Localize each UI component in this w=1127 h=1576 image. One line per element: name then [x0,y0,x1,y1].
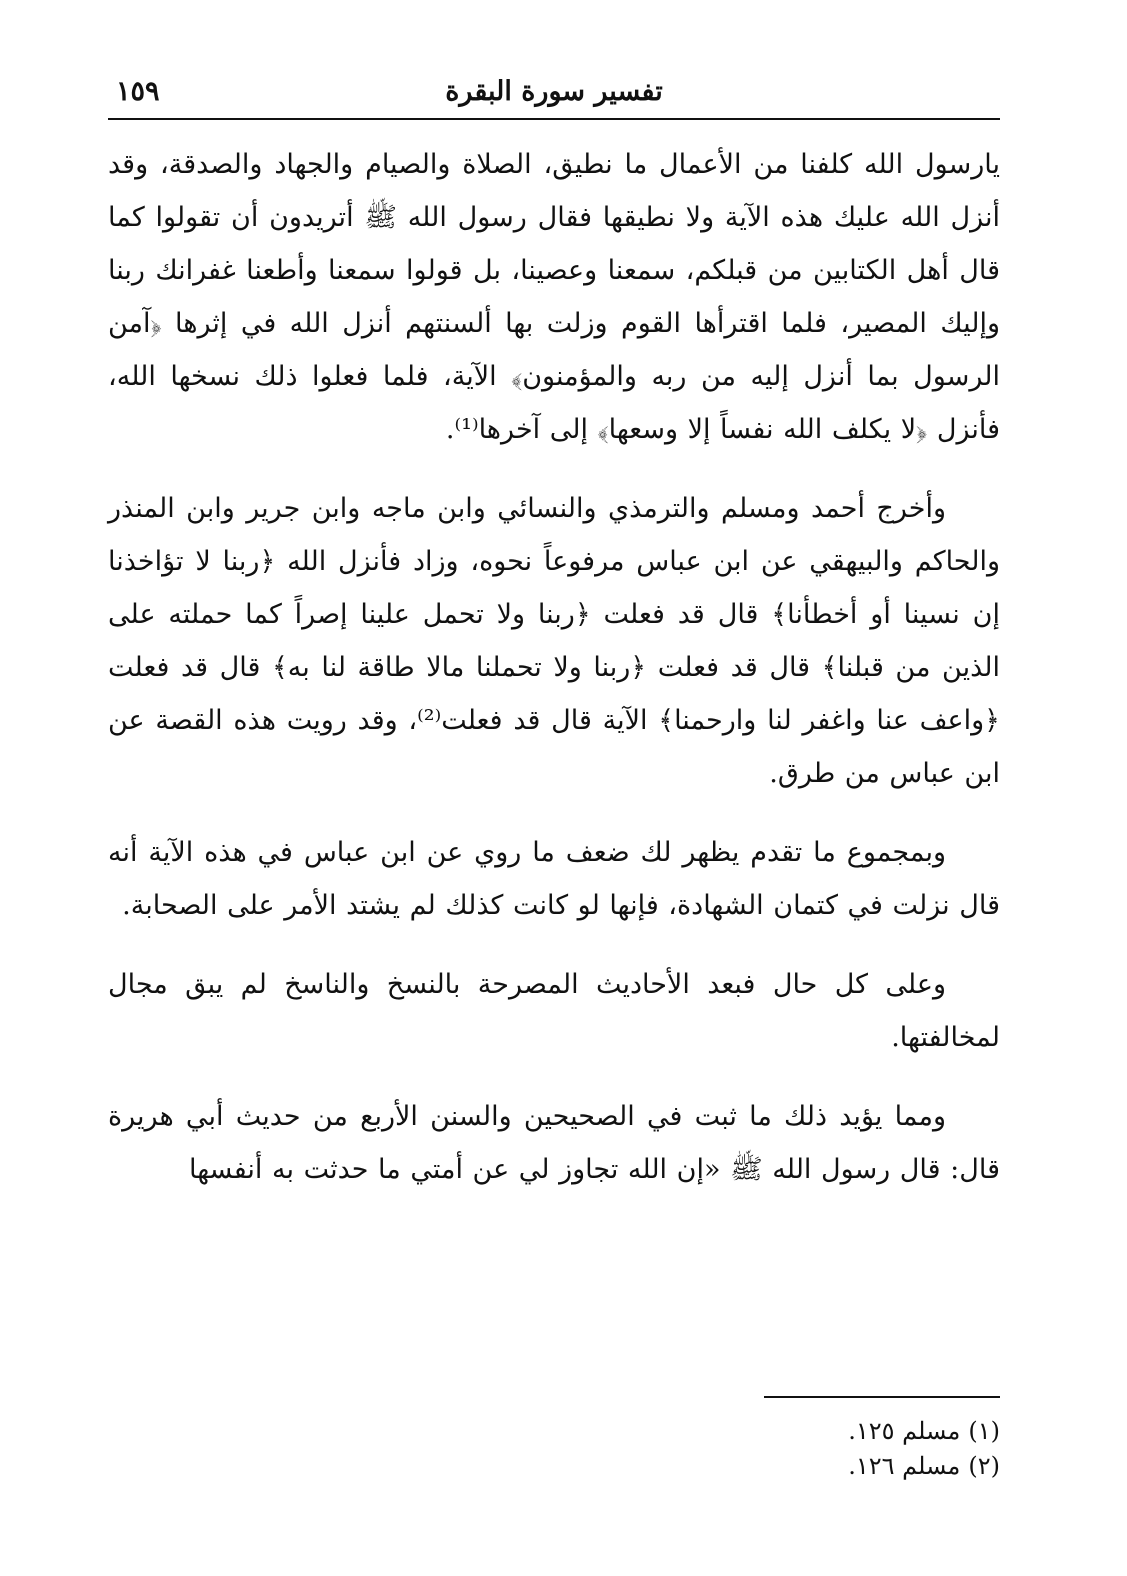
paragraph-3: وبمجموع ما تقدم يظهر لك ضعف ما روي عن ابن عباس في هذه الآية أنه قال نزلت في كتمان الشهادة، فإنها لو كانت كذلك لم يشتد الأمر على الصحابة. [108,837,1000,921]
paragraph-4: وعلى كل حال فبعد الأحاديث المصرحة بالنسخ والناسخ لم يبق مجال لمخالفتها. [108,969,1000,1053]
footnote-2 [580,1449,1000,1484]
footnote-number: (١) [968,1417,1000,1445]
footnote-divider [764,1396,1000,1398]
page-number: ١٥٩ [116,76,160,107]
running-title: تفسير سورة البقرة [445,76,663,107]
paragraph-5: ومما يؤيد ذلك ما ثبت في الصحيحين والسنن الأربع من حديث أبي هريرة قال: قال رسول الله ﷺ «إن الله تجاوز لي عن أمتي ما حدثت به أنفسها [108,1101,1000,1185]
body-text [108,138,1000,1196]
footnote-1 [580,1414,1000,1449]
paragraph-1: يارسول الله كلفنا من الأعمال ما نطيق، الصلاة والصيام والجهاد والصدقة، وقد أنزل الله عليك هذه الآية ولا نطيقها فقال رسول الله ﷺ أتريدون أن تقولوا كما قال أهل الكتابين من قبلكم، سمعنا وعصينا، بل قولوا سمعنا وأطعنا غفرانك ربنا وإليك المصير، فلما اقترأها القوم وزلت بها ألسنتهم أنزل الله في إثرها ﴿آمن الرسول بما أنزل إليه من ربه والمؤمنون﴾ الآية، فلما فعلوا ذلك نسخها الله، فأنزل ﴿لا يكلف الله نفساً إلا وسعها﴾ إلى آخرها⁽¹⁾. [108,149,1000,445]
running-header [108,66,1000,120]
footnote-number: (٢) [968,1452,1000,1480]
footnote-text: مسلم ١٢٥. [848,1417,961,1445]
book-page [108,66,1000,1516]
footnote-text: مسلم ١٢٦. [848,1452,961,1480]
paragraph-2: وأخرج أحمد ومسلم والترمذي والنسائي وابن ماجه وابن جرير وابن المنذر والحاكم والبيهقي عن ابن عباس مرفوعاً نحوه، وزاد فأنزل الله ﴿ربنا لا تؤاخذنا إن نسينا أو أخطأنا﴾ قال قد فعلت ﴿ربنا ولا تحمل علينا إصراً كما حملته على الذين من قبلنا﴾ قال قد فعلت ﴿ربنا ولا تحملنا مالا طاقة لنا به﴾ قال قد فعلت ﴿واعف عنا واغفر لنا وارحمنا﴾ الآية قال قد فعلت⁽²⁾، وقد رويت هذه القصة عن ابن عباس من طرق. [108,493,1000,789]
footnotes [580,1414,1000,1484]
